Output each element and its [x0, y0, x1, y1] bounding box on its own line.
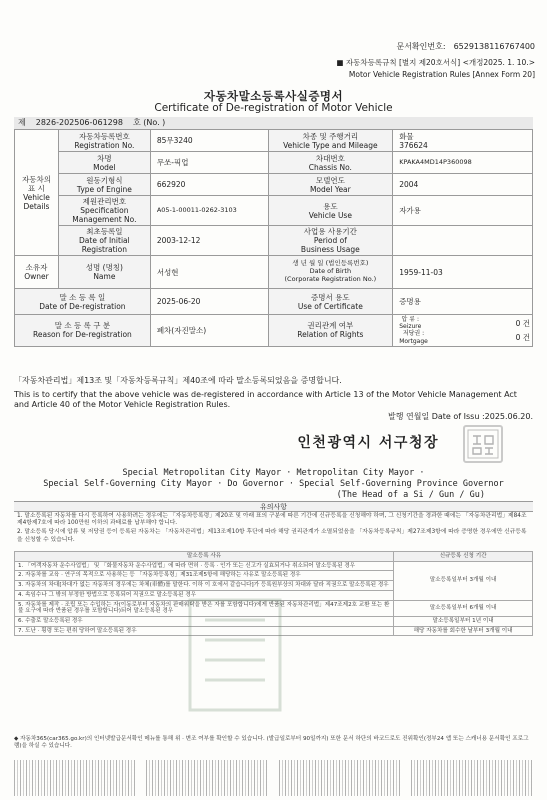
engine-value: 662920: [150, 174, 268, 196]
vehicle-use-label: 용도 Vehicle Use: [268, 196, 393, 226]
dereg-date-value: 2025-06-20: [150, 289, 268, 315]
vehicle-section-label: 자동차의 표 시 Vehicle Details: [15, 130, 59, 256]
mortgage-label: 저당권 : Mortgage: [399, 330, 428, 345]
issuer-name-ko: 인천광역시 서구청장: [297, 435, 439, 451]
reason-cell: 1. 「여객자동차 운수사업법」 및 「화물자동차 운수사업법」에 따라 면허 · 등록 · 인가 또는 신고가 실효되거나 취소되어 말소등록된 경우: [15, 561, 394, 571]
period-cell: 말소등록일부터 3개월 이내: [394, 561, 533, 600]
col-reason-header: 말소등록 사유: [15, 552, 394, 562]
model-year-value: 2004: [393, 174, 533, 196]
document-confirmation-number: [396, 41, 535, 52]
spec-label: 제원관리번호 Specification Management No.: [58, 196, 150, 226]
type-mileage-label: 차종 및 주행거리 Vehicle Type and Mileage: [268, 130, 393, 152]
period-cell: 말소등록일부터 6개월 이내: [394, 600, 533, 616]
page-title-ko: 자동차말소등록사실증명서: [203, 89, 344, 103]
vehicle-use-value: 자가용: [393, 196, 533, 226]
type-mileage-value: 화물 376624: [393, 130, 533, 152]
notes-title: 유의사항: [14, 501, 533, 512]
docno-value: 2826-202506-061298: [35, 118, 123, 127]
birth-label: 생 년 월 일 (법인등록번호) Date of Birth (Corporate Registration No.): [268, 256, 393, 289]
note-2: 2. 말소등록 당시에 압류 및 저당권 등이 등록된 자동차는 「자동차관리법」제13조제10항 후단에 따라 해당 권리관계가 소멸되었음을 「자동차등록규칙」제27조제3항에 따라 증명한 경우에만 신규등록을 신청할 수 있습니다.: [17, 529, 527, 543]
certification-text-ko: 「자동차관리법」제13조 및「자동차등록규칙」제40조에 따라 말소등록되었음을 증명합니다.: [14, 376, 342, 385]
seizure-value: 0 건: [515, 318, 530, 328]
model-value: 무쏘-픽업: [150, 152, 268, 174]
model-label: 차명 Model: [58, 152, 150, 174]
engine-label: 원동기형식 Type of Engine: [58, 174, 150, 196]
barcode-strip: [14, 760, 533, 796]
faint-stamp-icon: [180, 590, 290, 720]
rule-reference-ko: ■ 자동차등록규칙 [별지 제20호서식] <개정2025. 1. 10.>: [336, 58, 535, 67]
document-number-bar: [14, 117, 533, 129]
initial-registration-label: 최초등록일 Date of Initial Registration: [58, 226, 150, 256]
chassis-value: KPAKA4MD14P360098: [393, 152, 533, 174]
certification-text-en: This is to certify that the above vehicle was de-registered in accordance with Article 13 of the Motor Vehicle Management Act and Article 40 of the Motor Vehicle Registration Rules.: [14, 390, 517, 410]
issuer-title-en-3: (The Head of a Si / Gun / Gu): [336, 490, 485, 500]
reason-cell: 3. 자동차의 차대[차대가 없는 자동차의 경우에는 차체(車體)를 말한다. 이하 이 호에서 같습니다]가 등록원부상의 차대와 달라 직권으로 말소등록된 경우: [15, 581, 394, 591]
model-year-label: 모델연도 Model Year: [268, 174, 393, 196]
birth-value: 1959-11-03: [393, 256, 533, 289]
reason-cell: 7. 도난 · 횡령 또는 편취 당하여 말소등록된 경우: [15, 626, 394, 636]
reason-cell: 2. 자동차를 교육 · 연구의 목적으로 사용하는 등 「자동차등록령」제31조제5항에 해당하는 사유로 말소등록된 경우: [15, 571, 394, 581]
reason-cell: 6. 수출로 말소등록된 경우: [15, 616, 394, 626]
table-row: [15, 561, 533, 571]
barcode-icon: [411, 760, 533, 796]
barcode-icon: [279, 760, 401, 796]
issuer-title-en-2: Special Self-Governing City Mayor · Do Governor · Special Self-Governing Province Governor: [43, 479, 504, 489]
note-1: 1. 말소등록된 자동차를 다시 등록하여 사용하려는 경우에는 「자동차등록령」제20조 및 아래 표의 구분에 따른 기간에 신규등록을 신청해야 하며, 그 신청기간을 경과한 때에는 「자동차관리법」제84조제4항제7호에 따라 100만원 이하의 과태료를 납부해야 합니다.: [17, 513, 527, 527]
official-seal-icon: [463, 425, 503, 463]
period-cell: 말소등록일부터 1년 이내: [394, 616, 533, 626]
certificate-use-value: 증명용: [393, 289, 533, 315]
reg-no-label: 자동차등록번호 Registration No.: [58, 130, 150, 152]
dereg-date-label: 말 소 등 록 일 Date of De-registration: [15, 289, 151, 315]
notes-body: [14, 512, 533, 545]
owner-section-label: 소유자 Owner: [15, 256, 59, 289]
barcode-icon: [146, 760, 268, 796]
reason-cell: 5. 자동차를 제작 · 조립 또는 수입하는 자(이동로부터 자동차의 판매위탁을 받은 자를 포함합니다)에게 반품된 자동차관리법」제47조제2호 교환 또는 환불 요구에 따라 반품된 경우를 포함합니다)되어 말소등록된 경우: [15, 600, 394, 616]
period-cell: 해당 자동차를 회수한 날부터 3개월 이내: [394, 626, 533, 636]
spec-value: A05-1-00011-0262-3103: [150, 196, 268, 226]
issue-date: 발행 연월일 Date of Issu :2025.06.20.: [388, 412, 533, 421]
issue-number-value: 6529138116767400: [453, 42, 535, 51]
barcode-icon: [14, 760, 136, 796]
relation-rights-label: 권리관계 여부 Relation of Rights: [268, 315, 393, 347]
owner-name-value: 서성현: [150, 256, 268, 289]
issue-number-label: 문서확인번호:: [396, 42, 446, 51]
verification-note: ◆ 자동차365(car365.go.kr)의 인터넷발급문서확인 메뉴를 통해 위 · 변조 여부를 확인할 수 있습니다. (발급일로부터 90일까지) 또한 문서 하단의 바코드로도 진위확인(정부24 앱 또는 스캐너용 문서확인 프로그램)을 하실 수 있습니다.: [14, 736, 529, 750]
chassis-label: 차대번호 Chassis No.: [268, 152, 393, 174]
page-title-en: Certificate of De-registration of Motor Vehicle: [154, 102, 393, 114]
issuer-title-en-1: Special Metropolitan City Mayor · Metropolitan City Mayor ·: [122, 468, 425, 478]
docno-prefix: 제: [18, 118, 26, 127]
initial-registration-value: 2003-12-12: [150, 226, 268, 256]
owner-name-label: 성명 (명칭) Name: [58, 256, 150, 289]
mortgage-value: 0 건: [515, 333, 530, 343]
business-period-value: [393, 226, 533, 256]
relation-rights-value: [393, 315, 533, 347]
col-period-header: 신규등록 신청 기간: [394, 552, 533, 562]
dereg-reason-value: 폐차(자진말소): [150, 315, 268, 347]
reg-no-value: 85무3240: [150, 130, 268, 152]
reason-cell: 4. 속임수나 그 밖의 부정한 방법으로 등록되어 직권으로 말소등록된 경우: [15, 590, 394, 600]
registration-table: [14, 129, 533, 347]
dereg-reason-label: 말 소 등 록 구 분 Reason for De-registration: [15, 315, 151, 347]
business-period-label: 사업용 사용기간 Period of Business Usage: [268, 226, 393, 256]
docno-suffix: 호 (No. ): [132, 118, 166, 127]
rule-reference-en: Motor Vehicle Registration Rules [Annex Form 20]: [348, 70, 535, 79]
certificate-use-label: 증명서 용도 Use of Certificate: [268, 289, 393, 315]
seizure-label: 압 류 : Seizure: [399, 316, 422, 331]
